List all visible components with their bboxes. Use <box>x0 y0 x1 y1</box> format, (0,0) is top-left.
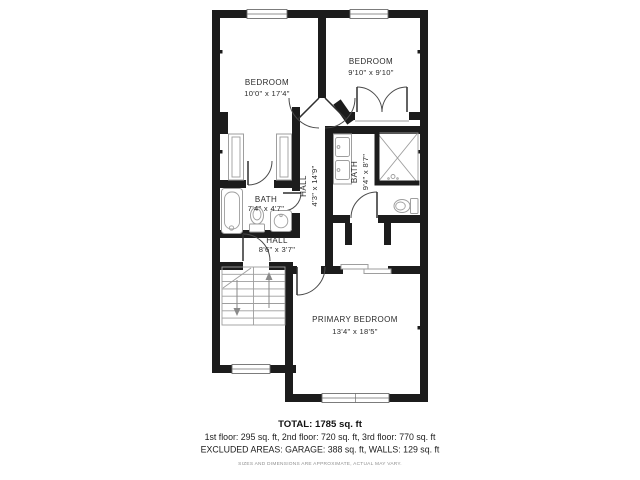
wall-segment <box>285 262 293 402</box>
wall-tick <box>287 326 291 330</box>
closet <box>229 134 244 180</box>
room-dims-hall-lower: 8'6" x 3'7" <box>258 245 296 254</box>
window-icon <box>232 365 270 374</box>
wall-segment <box>220 262 243 270</box>
wall-segment <box>388 266 428 274</box>
wall-segment <box>212 10 428 18</box>
wall-tick <box>418 50 422 54</box>
summary-total: TOTAL: 1785 sq. ft <box>278 419 362 430</box>
window-icon <box>322 394 389 403</box>
sink-icon <box>271 211 292 232</box>
shower-icon <box>375 131 420 186</box>
room-dims-hall-upper: 4'3" x 14'9" <box>310 165 319 207</box>
room-labels <box>244 57 398 336</box>
room-dims-primary-bedroom: 13'4" x 18'5" <box>332 327 378 336</box>
room-label-bedroom-left: BEDROOM <box>244 78 290 87</box>
wall-segment <box>269 262 293 270</box>
summary-excluded: EXCLUDED AREAS: GARAGE: 388 sq. ft, WALLS: 129 sq. ft <box>200 444 440 455</box>
summary-block <box>201 419 440 467</box>
sliding-doors-icon <box>341 265 391 274</box>
window-icon <box>350 10 388 19</box>
closet <box>277 134 292 180</box>
door-swing-icon <box>297 267 325 295</box>
wall-tick <box>418 326 422 330</box>
wall-segment <box>220 180 246 188</box>
room-label-hall-lower: HALL <box>266 236 288 245</box>
wall-tick <box>219 150 223 154</box>
summary-floors: 1st floor: 295 sq. ft, 2nd floor: 720 sq. ft, 3rd floor: 770 sq. ft <box>204 432 436 442</box>
window-icon <box>247 10 287 19</box>
room-label-primary-bedroom: PRIMARY BEDROOM <box>312 315 398 324</box>
room-dims-bath-left: 7'4" x 4'7" <box>247 204 285 213</box>
wall-segment <box>409 112 428 120</box>
bathtub-icon <box>222 189 243 234</box>
room-label-bath-right: BATH <box>350 160 359 184</box>
wall-segment <box>384 223 391 245</box>
room-label-bedroom-right: BEDROOM <box>348 57 394 66</box>
wall-segment <box>220 112 228 134</box>
door-swing-icon <box>248 161 272 185</box>
room-dims-bedroom-left: 10'0" x 17'4" <box>244 89 290 98</box>
wall-tick <box>219 50 223 54</box>
closet-doors-icon <box>355 87 409 121</box>
wall-segment <box>420 10 428 402</box>
room-dims-bath-right: 9'4" x 8'7" <box>361 153 370 191</box>
room-dims-bedroom-right: 9'10" x 9'10" <box>348 68 394 77</box>
shower-wall <box>375 131 380 185</box>
wall-segment <box>212 10 220 373</box>
summary-disclaimer: SIZES AND DIMENSIONS ARE APPROXIMATE, ACTUAL MAY VARY. <box>238 462 402 467</box>
staircase-icon <box>222 267 285 325</box>
stairs-up-arrow-icon <box>266 272 273 308</box>
toilet-icon <box>394 199 418 214</box>
wall-segment <box>274 180 300 188</box>
wall-segment <box>325 126 333 266</box>
room-label-hall-upper: HALL <box>299 175 308 197</box>
wall-segment <box>378 215 428 223</box>
wall-segment <box>318 18 326 98</box>
double-vanity-icon <box>334 134 352 184</box>
room-label-bath-left: BATH <box>254 195 278 204</box>
door-swing-icon <box>351 192 377 218</box>
wall-segment <box>325 215 350 223</box>
wall-segment <box>345 223 352 245</box>
shower-wall <box>375 181 420 186</box>
